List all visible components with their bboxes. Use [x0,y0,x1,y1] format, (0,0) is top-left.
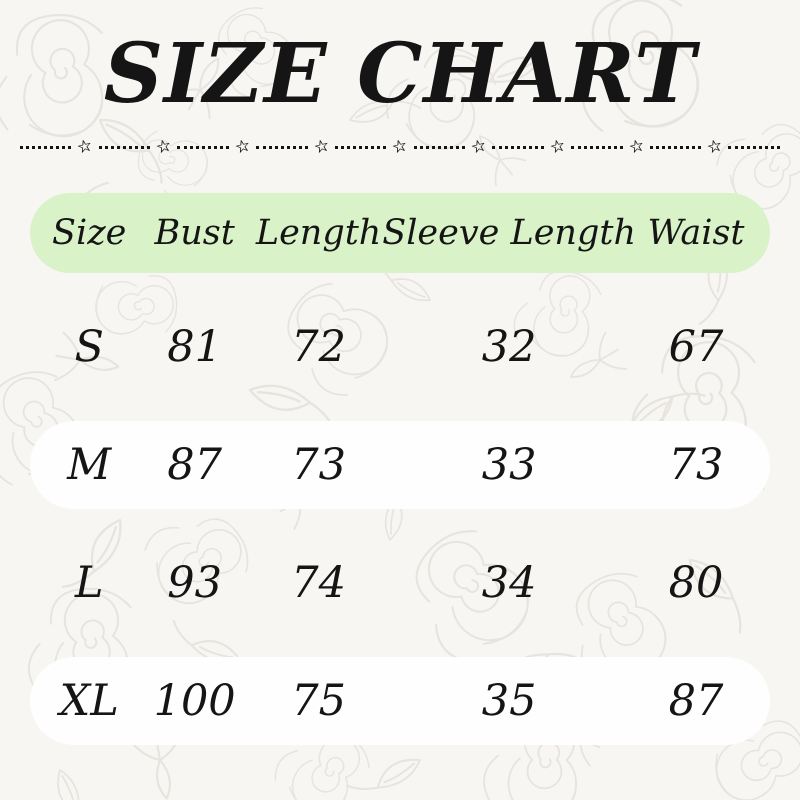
cell-waist: 67 [668,321,724,372]
cell-size: XL [59,675,119,726]
ornamental-divider [14,137,786,159]
dotted-line [99,146,150,149]
star-icon: ☆ [232,135,253,159]
dotted-line [20,146,71,149]
cell-sleeve-length: 34 [481,557,537,608]
cell-bust: 93 [167,557,222,608]
header-cell-waist: Waist [647,212,745,253]
table-header-row [30,193,770,273]
cell-sleeve-length: 32 [481,321,537,372]
cell-length: 74 [291,557,346,608]
cell-length: 75 [291,675,346,726]
dotted-line [650,146,701,149]
table-row-xl [30,657,770,745]
star-icon: ☆ [153,135,174,159]
dotted-line [728,146,779,149]
page-title: SIZE CHART [103,26,697,122]
star-icon: ☆ [75,135,95,159]
star-icon: ☆ [626,135,646,159]
dotted-line [256,146,307,149]
cell-waist: 80 [668,557,724,608]
star-icon: ☆ [390,135,410,159]
table-row-m [30,421,770,509]
cell-waist: 87 [668,675,724,726]
cell-waist: 73 [668,439,724,490]
dotted-line [492,146,543,149]
star-icon: ☆ [547,135,568,159]
cell-bust: 81 [167,321,222,372]
table-row-s [30,303,770,391]
header-cell-length: Length [255,212,382,253]
cell-size: M [67,439,112,490]
cell-length: 72 [291,321,346,372]
header-cell-bust: Bust [154,212,235,253]
cell-bust: 87 [167,439,222,490]
star-icon: ☆ [704,135,725,159]
star-icon: ☆ [468,135,489,159]
header-cell-size: Size [52,212,127,253]
size-table [30,193,770,745]
star-icon: ☆ [311,135,331,159]
cell-size: S [74,321,104,372]
header-cell-sleeve-length: Sleeve Length [382,212,636,253]
cell-sleeve-length: 33 [481,439,537,490]
dotted-line [571,146,622,149]
cell-bust: 100 [153,675,236,726]
dotted-line [335,146,386,149]
dotted-line [177,146,228,149]
cell-size: L [74,557,104,608]
cell-length: 73 [291,439,346,490]
dotted-line [414,146,465,149]
cell-sleeve-length: 35 [481,675,537,726]
table-row-l [30,539,770,627]
